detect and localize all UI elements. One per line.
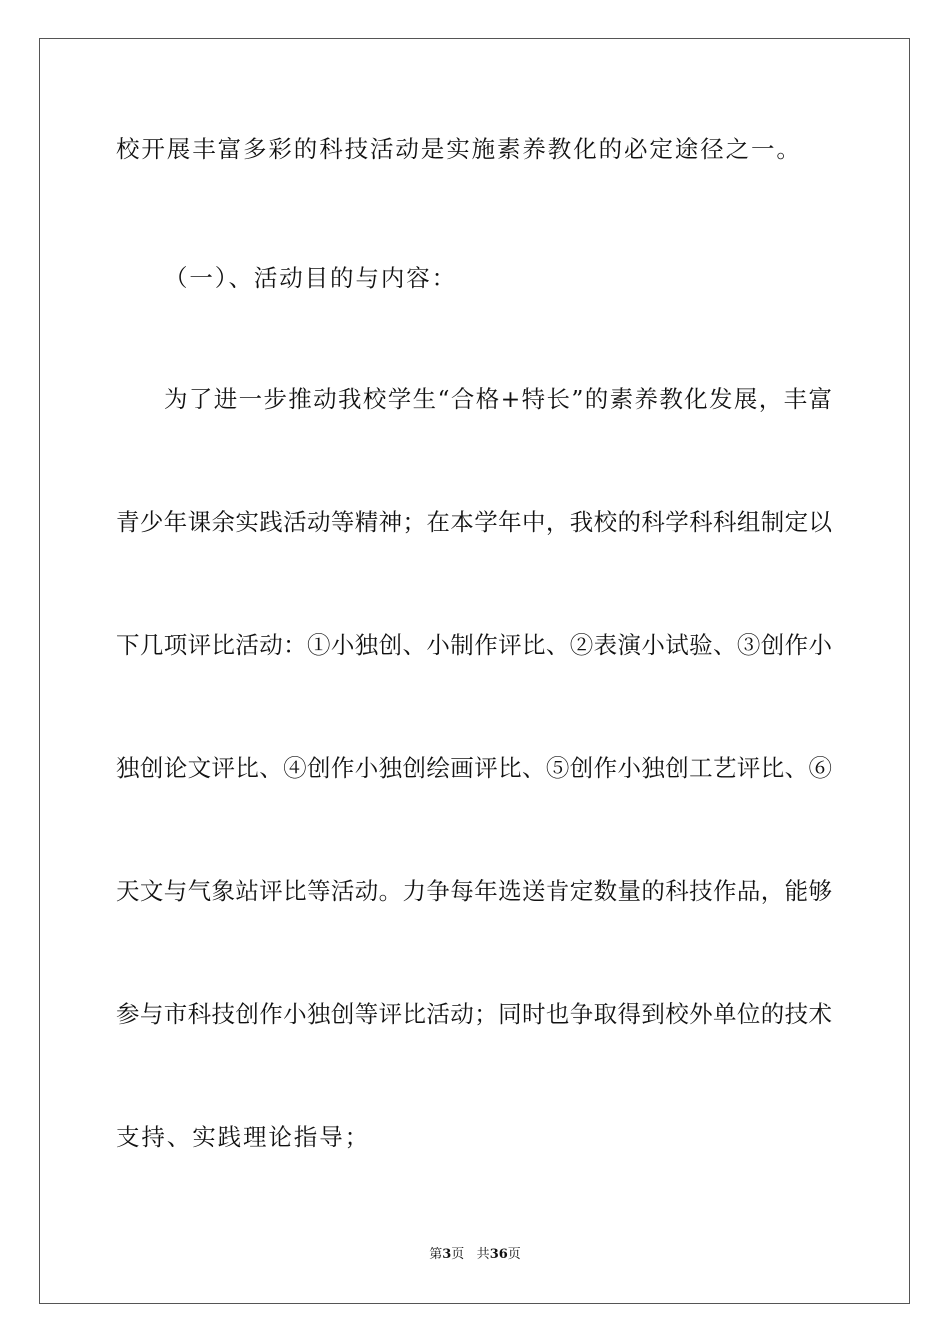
paragraph-line-4: 下几项评比活动：①小独创、小制作评比、②表演小试验、③创作小 <box>116 631 832 659</box>
paragraph-line-8: 支持、实践理论指导； <box>116 1123 370 1151</box>
footer-page-suffix: 页 <box>451 1247 465 1262</box>
paragraph-line-6: 天文与气象站评比等活动。力争每年选送肯定数量的科技作品，能够 <box>116 877 832 905</box>
paragraph-line-5: 独创论文评比、④创作小独创绘画评比、⑤创作小独创工艺评比、⑥ <box>116 754 832 782</box>
paragraph-line-7: 参与市科技创作小独创等评比活动；同时也争取得到校外单位的技术 <box>116 1000 832 1028</box>
paragraph-line-3: 青少年课余实践活动等精神；在本学年中，我校的科学科科组制定以 <box>116 508 832 536</box>
paragraph-line-1: 校开展丰富多彩的科技活动是实施素养教化的必定途径之一。 <box>116 135 802 163</box>
page-frame <box>39 38 910 1304</box>
footer-page-prefix: 第 <box>429 1247 443 1262</box>
section-heading: （一）、活动目的与内容： <box>164 264 458 292</box>
page-footer <box>0 1246 950 1264</box>
footer-page-total: 36 <box>489 1247 508 1262</box>
footer-page-current: 3 <box>442 1247 452 1262</box>
footer-total-suffix: 页 <box>507 1247 521 1262</box>
footer-total-prefix: 共 <box>476 1247 490 1262</box>
paragraph-line-2: 为了进一步推动我校学生“合格+特长”的素养教化发展，丰富 <box>164 385 832 413</box>
